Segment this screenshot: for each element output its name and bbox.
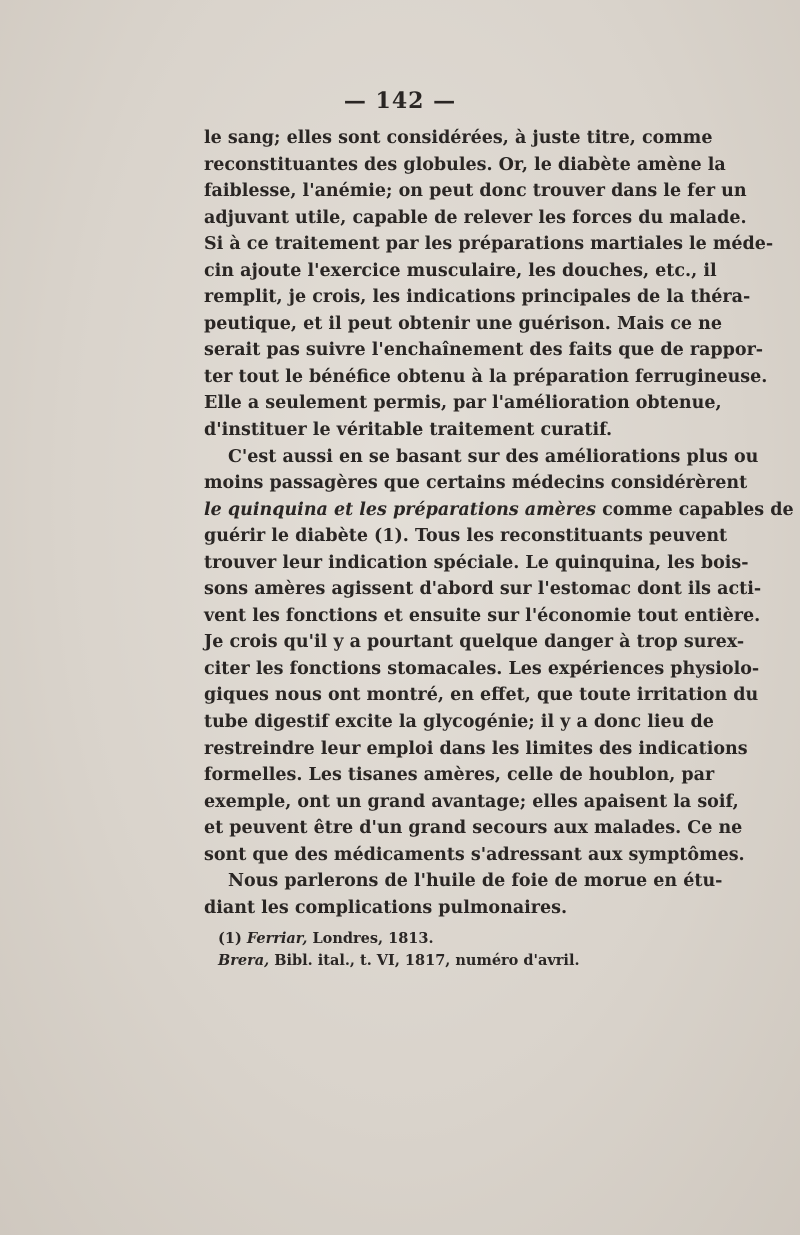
italic-phrase: le quinquina et les préparations amères bbox=[204, 499, 596, 520]
text-line bbox=[204, 470, 748, 497]
text-line bbox=[204, 682, 759, 709]
text-line bbox=[204, 497, 794, 524]
line-text: Nous parlerons de l'huile de foie de morue en étu- bbox=[228, 871, 723, 892]
text-line bbox=[204, 125, 713, 152]
text-line bbox=[204, 258, 717, 285]
footnote-text: Londres, 1813. bbox=[307, 930, 434, 947]
text-line bbox=[204, 815, 743, 842]
text-line bbox=[204, 205, 747, 232]
line-text: giques nous ont montré, en effet, que toute irritation du bbox=[204, 685, 759, 706]
line-text: peutique, et il peut obtenir une guérison. Mais ce ne bbox=[204, 313, 722, 334]
line-text: sont que des médicaments s'adressant aux symptômes. bbox=[204, 844, 745, 865]
text-line bbox=[204, 364, 768, 391]
line-text: remplit, je crois, les indications principales de la théra- bbox=[204, 287, 751, 308]
text-line bbox=[204, 895, 700, 922]
footnote bbox=[218, 950, 698, 972]
footnotes bbox=[218, 928, 698, 972]
text-line bbox=[204, 444, 759, 471]
text-line bbox=[204, 390, 722, 417]
line-text: trouver leur indication spéciale. Le quinquina, les bois- bbox=[204, 552, 749, 573]
footnote-text: Bibl. ital., t. VI, 1817, numéro d'avril. bbox=[269, 952, 580, 969]
line-text: reconstituantes des globules. Or, le diabète amène la bbox=[204, 154, 726, 175]
line-text: restreindre leur emploi dans les limites des indications bbox=[204, 738, 748, 759]
line-text: ter tout le bénéfice obtenu à la préparation ferrugineuse. bbox=[204, 366, 768, 387]
text-line bbox=[204, 311, 722, 338]
page-number: — 142 — bbox=[343, 88, 457, 114]
line-text: serait pas suivre l'enchaînement des faits que de rappor- bbox=[204, 340, 764, 361]
line-text: Elle a seulement permis, par l'amélioration obtenue, bbox=[204, 393, 722, 414]
text-line bbox=[204, 231, 774, 258]
line-text: sons amères agissent d'abord sur l'estomac dont ils acti- bbox=[204, 579, 762, 600]
line-text: adjuvant utile, capable de relever les forces du malade. bbox=[204, 207, 747, 228]
text-line bbox=[204, 603, 761, 630]
text-line bbox=[204, 789, 739, 816]
line-text: cin ajoute l'exercice musculaire, les douches, etc., il bbox=[204, 260, 717, 281]
text-line bbox=[204, 550, 749, 577]
line-text: et peuvent être d'un grand secours aux malades. Ce ne bbox=[204, 818, 743, 839]
text-line bbox=[204, 284, 751, 311]
text-line bbox=[204, 709, 714, 736]
text-line bbox=[204, 576, 762, 603]
text-line bbox=[204, 337, 764, 364]
line-text: tube digestif excite la glycogénie; il y a donc lieu de bbox=[204, 712, 714, 733]
text-line bbox=[204, 842, 745, 869]
text-line bbox=[204, 417, 700, 444]
text-line bbox=[204, 629, 745, 656]
text-line bbox=[204, 868, 723, 895]
line-text: Si à ce traitement par les préparations martiales le méde- bbox=[204, 234, 774, 255]
text-line bbox=[204, 523, 728, 550]
line-text: d'instituer le véritable traitement curatif. bbox=[204, 420, 613, 441]
text-line bbox=[204, 656, 760, 683]
line-text: le sang; elles sont considérées, à juste titre, comme bbox=[204, 128, 713, 148]
footnote-marker: (1) bbox=[218, 930, 247, 947]
body-text bbox=[204, 125, 794, 921]
line-text: exemple, ont un grand avantage; elles apaisent la soif, bbox=[204, 791, 739, 812]
line-text: comme capables de bbox=[596, 499, 794, 520]
line-text: Je crois qu'il y a pourtant quelque danger à trop surex- bbox=[204, 632, 745, 653]
footnote-author: Ferriar, bbox=[246, 930, 308, 947]
text-line bbox=[204, 152, 726, 179]
line-text: guérir le diabète (1). Tous les reconstituants peuvent bbox=[204, 526, 728, 547]
text-line bbox=[204, 762, 715, 789]
line-text: citer les fonctions stomacales. Les expériences physiolo- bbox=[204, 658, 760, 679]
text-line bbox=[204, 736, 748, 763]
footnote bbox=[218, 928, 698, 950]
line-text: C'est aussi en se basant sur des améliorations plus ou bbox=[228, 446, 759, 467]
line-text: moins passagères que certains médecins considérèrent bbox=[204, 473, 748, 494]
text-line bbox=[204, 178, 747, 205]
line-text: faiblesse, l'anémie; on peut donc trouver dans le fer un bbox=[204, 181, 747, 202]
line-text: diant les complications pulmonaires. bbox=[204, 897, 568, 918]
line-text: formelles. Les tisanes amères, celle de houblon, par bbox=[204, 765, 715, 786]
line-text: vent les fonctions et ensuite sur l'économie tout entière. bbox=[204, 605, 761, 626]
footnote-author: Brera, bbox=[218, 952, 270, 969]
